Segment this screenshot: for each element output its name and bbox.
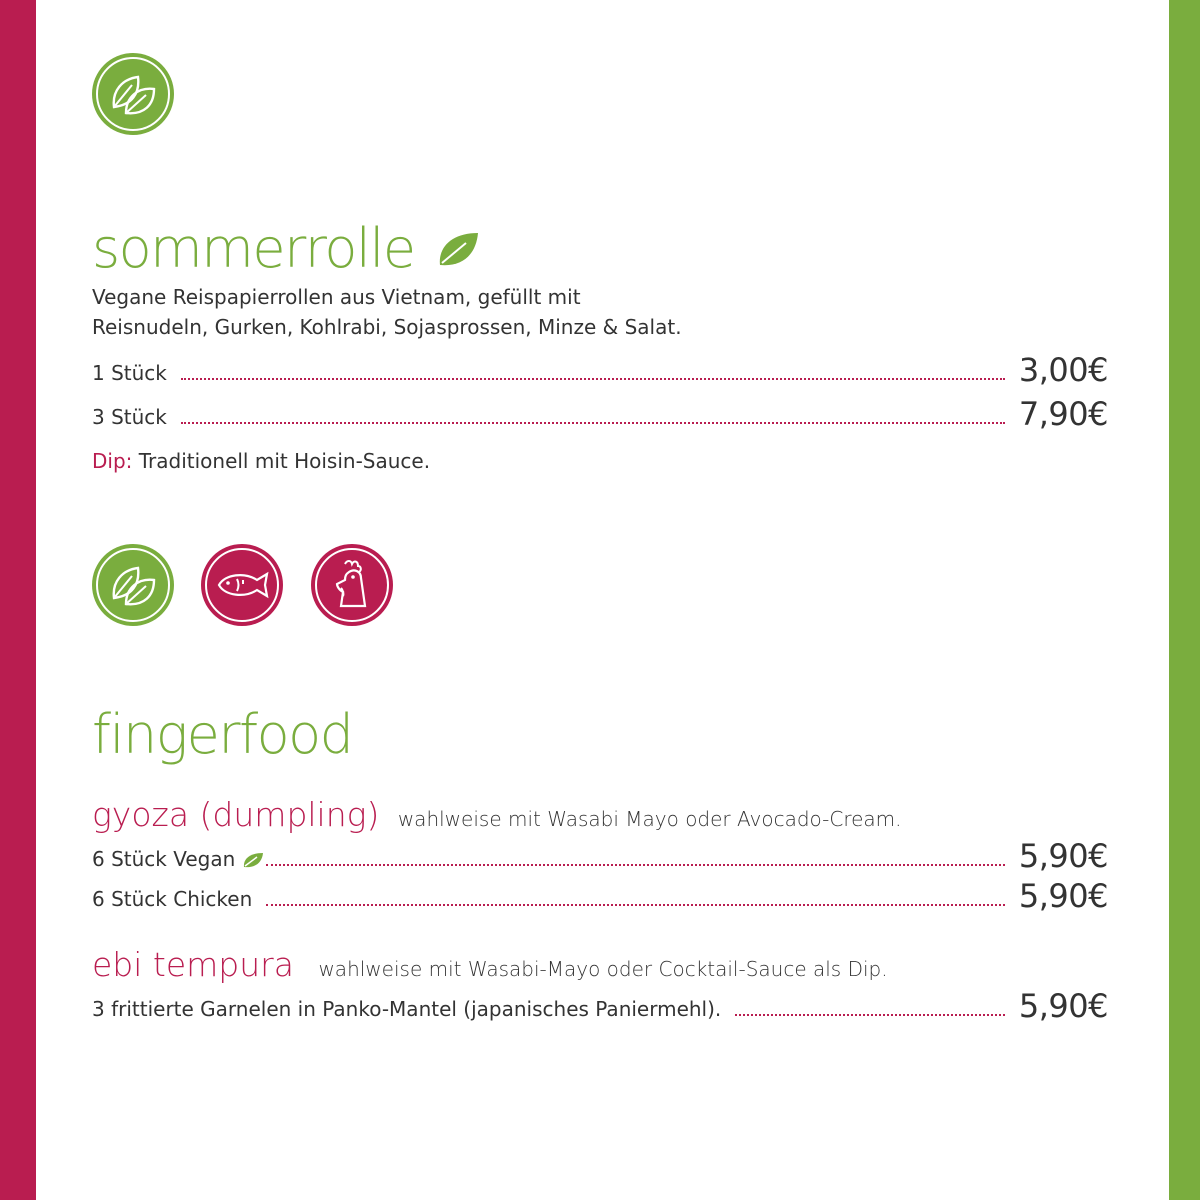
sommerrolle-title-text: sommerrolle — [92, 217, 415, 280]
item-price: 5,90€ — [1018, 987, 1108, 1025]
sommerrolle-description-1: Vegane Reispapierrollen aus Vietnam, gefüllt mit — [92, 285, 581, 309]
dot-leader — [735, 1013, 1005, 1016]
price-row — [92, 836, 1108, 875]
price-row — [92, 876, 1108, 915]
sommerrolle-description-2: Reisnudeln, Gurken, Kohlrabi, Sojasprossen, Minze & Salat. — [92, 315, 682, 339]
gyoza-title: gyoza (dumpling) — [92, 795, 380, 834]
dot-leader — [266, 863, 1005, 866]
ebi-note: wahlweise mit Wasabi-Mayo oder Cocktail-Sauce als Dip. — [318, 957, 888, 981]
item-label — [92, 846, 264, 873]
fish-icon — [201, 544, 283, 626]
item-label: 1 Stück — [92, 361, 167, 385]
dot-leader — [266, 903, 1005, 906]
price-row — [92, 986, 1108, 1025]
ebi-title: ebi tempura — [92, 945, 294, 984]
price-row — [92, 394, 1108, 433]
dot-leader — [181, 421, 1005, 424]
leaf-icon — [92, 544, 174, 626]
right-accent-bar — [1169, 0, 1200, 1200]
item-label-text: 6 Stück Vegan — [92, 846, 236, 871]
item-price: 7,90€ — [1018, 395, 1108, 433]
leaf-icon — [242, 851, 264, 869]
chicken-badge — [311, 544, 393, 626]
item-price: 5,90€ — [1018, 877, 1108, 915]
item-price: 5,90€ — [1018, 837, 1108, 875]
price-row — [92, 350, 1108, 389]
dip-label: Dip: — [92, 449, 133, 473]
fish-badge — [201, 544, 283, 626]
dip-text: Traditionell mit Hoisin-Sauce. — [132, 449, 431, 473]
chicken-icon — [311, 544, 393, 626]
vegan-badge — [92, 53, 174, 135]
gyoza-note: wahlweise mit Wasabi Mayo oder Avocado-Cream. — [397, 807, 902, 831]
item-label: 3 Stück — [92, 405, 167, 429]
gyoza-heading — [92, 795, 902, 834]
section-title-fingerfood: fingerfood — [92, 703, 353, 766]
item-label: 6 Stück Chicken — [92, 887, 253, 911]
leaf-icon — [436, 229, 480, 269]
item-label: 3 frittierte Garnelen in Panko-Mantel (japanisches Paniermehl). — [92, 997, 722, 1021]
item-price: 3,00€ — [1018, 351, 1108, 389]
dot-leader — [181, 377, 1005, 380]
vegan-badge — [92, 544, 174, 626]
leaf-icon — [92, 53, 174, 135]
dip-note — [92, 446, 430, 477]
left-accent-bar — [0, 0, 36, 1200]
section-title-sommerrolle — [92, 217, 480, 280]
ebi-heading — [92, 945, 888, 984]
